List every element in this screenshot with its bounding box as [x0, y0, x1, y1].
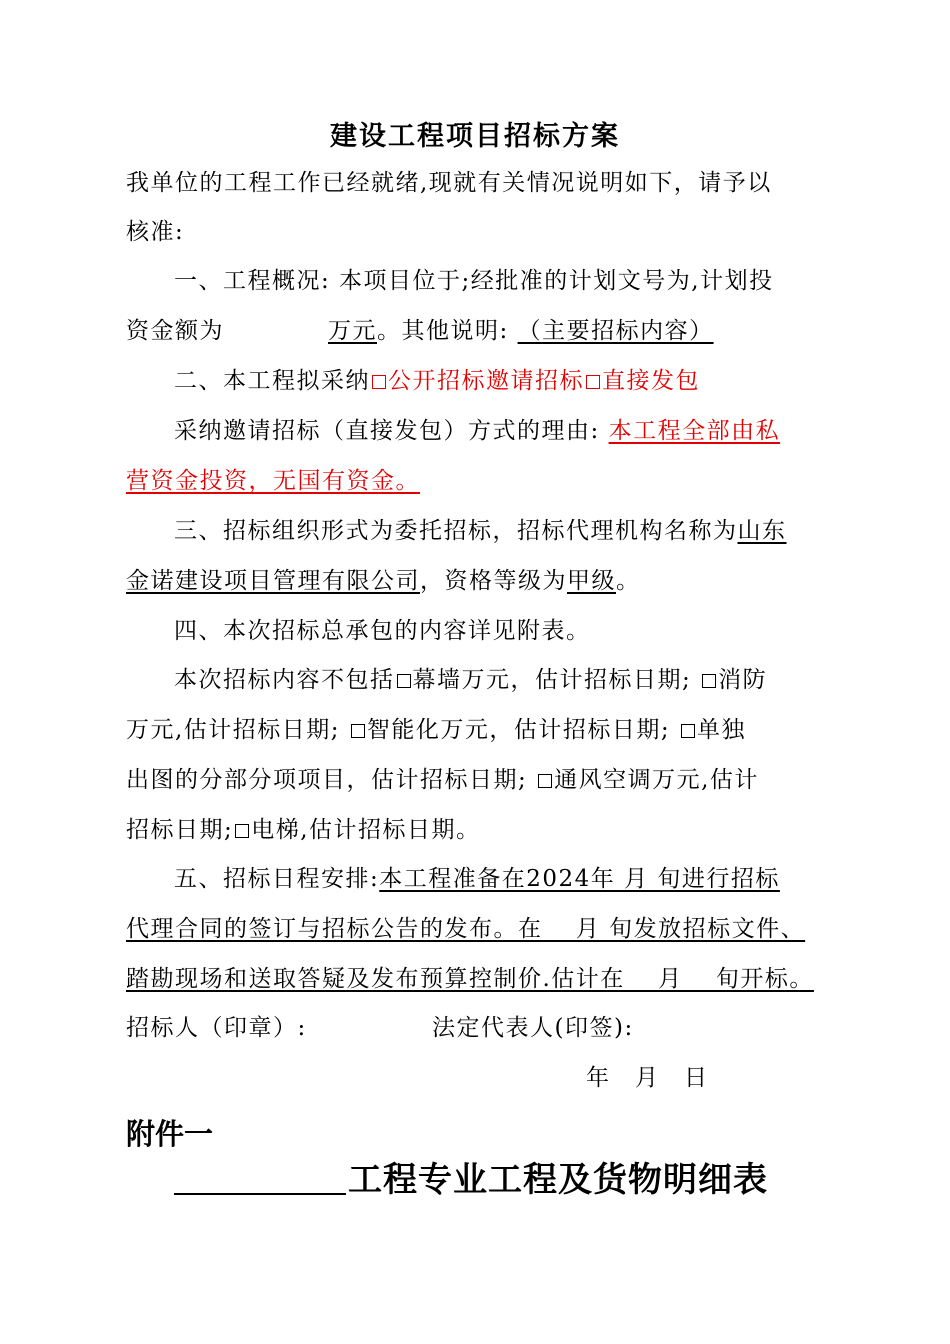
section-5-line-2	[126, 914, 805, 944]
section-4-line-2: 本次招标内容不包括 幕墙万元，估计招标日期; 消防	[174, 667, 768, 693]
section-1-line-2	[126, 316, 714, 346]
invest-amount-field: 万元	[328, 318, 377, 344]
checkbox-intelligent-system[interactable]	[351, 724, 365, 738]
section-5-line-1	[174, 864, 780, 894]
intro-line-1: 我单位的工程工作已经就绪,现就有关情况说明如下，请予以	[126, 170, 772, 196]
section-4-line-4: 出图的分部分项项目，估计招标日期; 通风空调万元,估计	[126, 767, 759, 793]
section-3-line-2	[126, 566, 641, 596]
checkbox-direct-award[interactable]	[586, 375, 600, 389]
checkbox-curtain-wall[interactable]	[397, 674, 411, 688]
project-name-blank[interactable]	[174, 1163, 346, 1195]
checkbox-fire-protection[interactable]	[702, 674, 716, 688]
schedule-label: 五、招标日程安排:	[174, 866, 380, 892]
tenderer-seal-label: 招标人（印章）:	[126, 1015, 307, 1041]
bid-method-options: 公开招标邀请招标 直接发包	[370, 368, 700, 394]
checkbox-hvac[interactable]	[538, 774, 552, 788]
checkbox-separate-drawing[interactable]	[681, 724, 695, 738]
reason-value-part-2: 营资金投资，无国有资金。	[126, 468, 420, 494]
checkbox-open-tender[interactable]	[372, 375, 386, 389]
section-4-line-1: 四、本次招标总承包的内容详见附表。	[174, 618, 591, 644]
intro-line-2: 核准:	[126, 219, 185, 245]
section-3-line-1	[174, 516, 787, 546]
section-2-line-1	[174, 366, 700, 396]
reason-value-part-1: 本工程全部由私	[608, 418, 781, 444]
annex-title: 工程专业工程及货物明细表	[174, 1152, 768, 1201]
section-5-line-3	[126, 964, 814, 994]
section-1-line-1: 一、工程概况: 本项目位于;经批准的计划文号为,计划投	[174, 268, 774, 294]
section-2-line-3	[126, 466, 420, 496]
schedule-text-3: 踏勘现场和送取答疑及发布预算控制价.估计在 月 旬开标。	[126, 966, 814, 992]
section-4-line-3: 万元,估计招标日期; 智能化万元，估计招标日期; 单独	[126, 717, 746, 743]
other-notes-value: （主要招标内容）	[517, 318, 714, 344]
sign-date: 年 月 日	[586, 1065, 709, 1091]
qualification-level: 甲级	[567, 568, 616, 594]
other-notes-label: 。其他说明:	[377, 318, 518, 344]
sentence-end: 。	[616, 568, 641, 594]
invest-amount-label: 资金额为	[126, 318, 224, 344]
checkbox-elevator[interactable]	[235, 824, 249, 838]
agency-name-part-2: 金诺建设项目管理有限公司	[126, 568, 420, 594]
bid-method-label: 二、本工程拟采纳	[174, 368, 370, 394]
document-title: 建设工程项目招标方案	[330, 121, 620, 152]
section-2-line-2	[174, 416, 780, 446]
legal-rep-sign-label: 法定代表人(印签):	[432, 1015, 634, 1041]
schedule-text-1: 本工程准备在2024年 月 旬进行招标	[379, 866, 780, 892]
schedule-text-2: 代理合同的签订与招标公告的发布。在 月 旬发放招标文件、	[126, 916, 806, 942]
annex-label: 附件一	[126, 1117, 214, 1151]
section-4-line-5: 招标日期; 电梯,估计招标日期。	[126, 817, 481, 843]
qualification-label: ，资格等级为	[420, 568, 567, 594]
reason-label: 采纳邀请招标（直接发包）方式的理由:	[174, 418, 609, 444]
agency-name-part-1: 山东	[737, 518, 787, 544]
agency-label: 三、招标组织形式为委托招标，招标代理机构名称为	[174, 518, 738, 544]
